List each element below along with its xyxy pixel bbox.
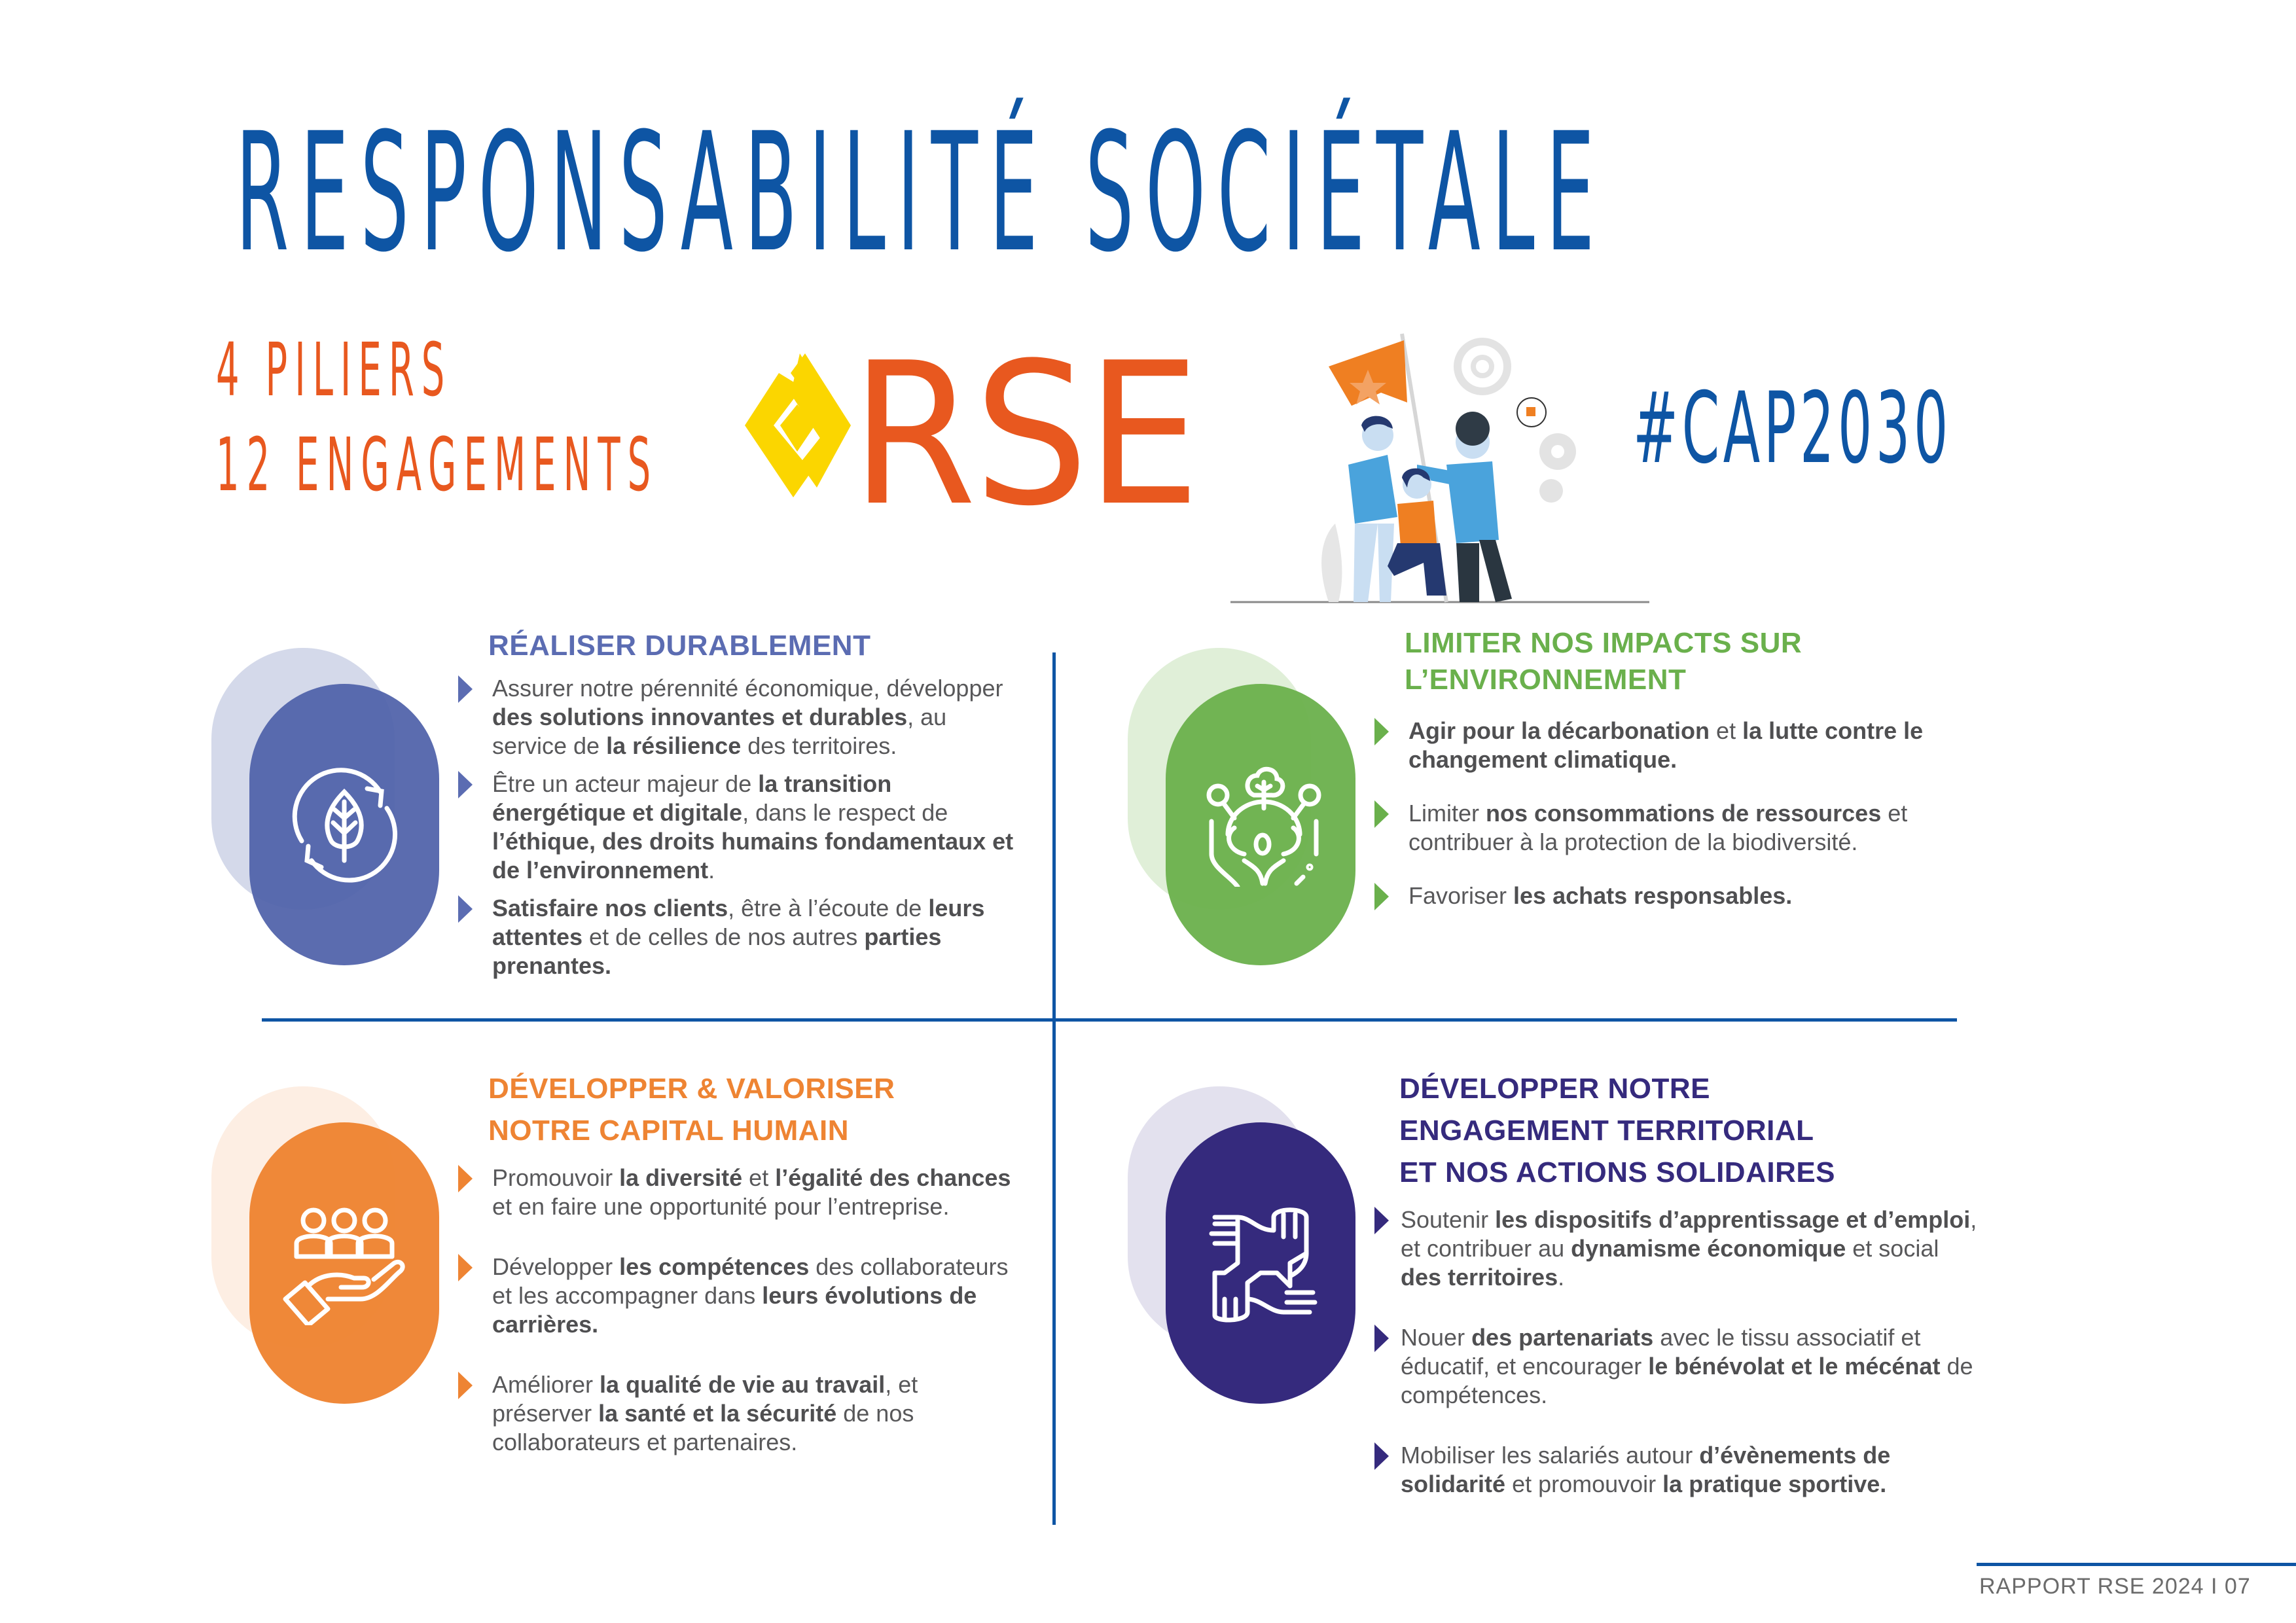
bold-text: la diversité: [619, 1164, 743, 1191]
pillar-1-heading-line: RÉALISER DURABLEMENT: [488, 630, 871, 662]
text: et de celles de nos autres: [583, 923, 865, 950]
engagement-item: [1374, 1323, 1983, 1410]
pillar-4-list: [1374, 1205, 1983, 1499]
bullet-arrow-icon: [1374, 1442, 1389, 1470]
pillar-3-heading-line: DÉVELOPPER & VALORISER: [488, 1073, 895, 1105]
pillar-4-heading-line: ET NOS ACTIONS SOLIDAIRES: [1399, 1156, 1836, 1188]
text: , et préserver: [492, 1371, 918, 1427]
text: , au service de: [492, 704, 947, 759]
pillar-2-heading-line: LIMITER NOS IMPACTS SUR: [1405, 627, 1803, 659]
horizontal-divider: [262, 1018, 1957, 1022]
bold-text: Satisfaire nos clients: [492, 895, 728, 921]
engagement-item: [1374, 1441, 1983, 1499]
subtitle-engagements: 12 ENGAGEMENTS: [216, 423, 658, 508]
text: .: [1558, 1264, 1565, 1291]
page-title: RESPONSABILITÉ SOCIÉTALE: [236, 98, 1606, 288]
pillar-3-heading: [488, 1068, 895, 1152]
engagement-item: [1374, 799, 1964, 857]
bullet-arrow-icon: [458, 1165, 473, 1192]
text: et social: [1846, 1235, 1939, 1262]
team-flag-illustration-icon: [1230, 314, 1662, 615]
text: .: [708, 857, 715, 883]
bold-text: nos consommations de ressources: [1486, 800, 1882, 827]
footer-page-label: RAPPORT RSE 2024 I 07: [1979, 1574, 2251, 1599]
pillar-4-heading-line: DÉVELOPPER NOTRE: [1399, 1073, 1710, 1105]
bullet-arrow-icon: [458, 1372, 473, 1399]
pillar-4-heading-line: ENGAGEMENT TERRITORIAL: [1399, 1115, 1814, 1147]
bold-text: l’éthique, des droits humains fondamentaux et de l’environnement: [492, 828, 1014, 883]
bold-text: dynamisme économique: [1571, 1235, 1846, 1262]
subtitle-pillars: 4 PILIERS: [216, 328, 452, 413]
bold-text: la transition énergétique et digitale: [492, 770, 892, 826]
bullet-arrow-icon: [458, 1254, 473, 1281]
engagement-item: [458, 1370, 1014, 1457]
text: Nouer: [1401, 1324, 1472, 1351]
bold-text: le bénévolat et le mécénat: [1648, 1353, 1941, 1380]
bold-text: des solutions innovantes et durables: [492, 704, 908, 730]
pillar-1-list: [458, 674, 1014, 980]
pillar-2-heading: [1405, 625, 1802, 698]
pillar-1-heading: [488, 625, 870, 667]
hands-globe-trees-icon: [1198, 762, 1323, 887]
text: et: [1710, 717, 1743, 744]
text: Soutenir: [1401, 1206, 1496, 1233]
pillar-3-badge: [211, 1086, 447, 1407]
bold-text: leurs évolutions de carrières.: [492, 1282, 977, 1338]
joined-hands-icon: [1198, 1201, 1323, 1325]
bullet-arrow-icon: [1374, 718, 1389, 745]
text: des collaborateurs et les accompagner dans: [492, 1253, 1009, 1309]
bold-text: la qualité de vie au travail: [600, 1371, 886, 1398]
bold-text: leurs attentes: [492, 895, 985, 950]
text: Promouvoir: [492, 1164, 620, 1191]
text: , être à l’écoute de: [728, 895, 929, 921]
text: Limiter: [1408, 800, 1486, 827]
pillar-4-heading: [1399, 1068, 1835, 1194]
pillar-2-badge: [1128, 648, 1363, 969]
engagement-item: [458, 1164, 1014, 1221]
text: Être un acteur majeur de: [492, 770, 759, 797]
text: Assurer notre pérennité économique, développer: [492, 675, 1003, 702]
text: Améliorer: [492, 1371, 600, 1398]
bullet-arrow-icon: [1374, 1207, 1389, 1234]
vertical-divider: [1052, 652, 1056, 1525]
text: Mobiliser les salariés autour: [1401, 1442, 1700, 1469]
text: et: [742, 1164, 776, 1191]
bold-text: Agir pour la décarbonation: [1408, 717, 1710, 744]
pillar-2-list: [1374, 717, 1964, 910]
bold-text: l’égalité des chances: [775, 1164, 1011, 1191]
bullet-arrow-icon: [458, 675, 473, 703]
pillar-3-heading-line: NOTRE CAPITAL HUMAIN: [488, 1115, 850, 1147]
pillar-4-badge: [1128, 1086, 1363, 1407]
bold-text: les achats responsables.: [1513, 882, 1793, 909]
rse-logo-text: RSE: [851, 321, 1198, 549]
engagement-item: [1374, 1205, 1983, 1292]
text: des territoires.: [741, 732, 897, 759]
text: avec le tissu associatif et éducatif, et encourager: [1401, 1324, 1921, 1380]
bold-text: parties prenantes.: [492, 923, 942, 979]
engagement-item: [1374, 882, 1964, 910]
text: Favoriser: [1408, 882, 1514, 909]
bullet-arrow-icon: [458, 771, 473, 798]
hashtag-cap2030: #CAP2030: [1633, 372, 1952, 486]
footer-rule: [1977, 1563, 2296, 1566]
bold-text: les dispositifs d’apprentissage et d’emploi: [1495, 1206, 1971, 1233]
bullet-arrow-icon: [1374, 883, 1389, 910]
bold-text: la résilience: [606, 732, 742, 759]
bold-text: des territoires: [1401, 1264, 1558, 1291]
engagement-item: [458, 1253, 1014, 1339]
pillar-3-list: [458, 1164, 1014, 1457]
text: et en faire une opportunité pour l’entreprise.: [492, 1193, 950, 1220]
bold-text: d’évènements de solidarité: [1401, 1442, 1891, 1497]
bold-text: les compétences: [619, 1253, 810, 1280]
text: Développer: [492, 1253, 620, 1280]
engagement-item: [458, 894, 1014, 980]
bold-text: la lutte contre le changement climatique.: [1408, 717, 1924, 773]
engagement-item: [1374, 717, 1964, 774]
bold-text: la santé et la sécurité: [598, 1400, 837, 1427]
text: de nos collaborateurs et partenaires.: [492, 1400, 914, 1455]
bold-text: la pratique sportive.: [1662, 1471, 1887, 1497]
bold-text: des partenariats: [1471, 1324, 1654, 1351]
text: et contribuer à la protection de la biodiversité.: [1408, 800, 1908, 855]
text: et promouvoir: [1505, 1471, 1663, 1497]
bullet-arrow-icon: [458, 895, 473, 923]
leaf-recycle-icon: [282, 762, 406, 887]
bullet-arrow-icon: [1374, 800, 1389, 828]
pillar-2-heading-line: L’ENVIRONNEMENT: [1405, 664, 1687, 696]
engagement-item: [458, 674, 1014, 760]
text: de compétences.: [1401, 1353, 1973, 1408]
engagement-item: [458, 770, 1014, 885]
text: , et contribuer au: [1401, 1206, 1977, 1262]
text: , dans le respect de: [742, 799, 948, 826]
pillar-1-badge: [211, 648, 447, 969]
bullet-arrow-icon: [1374, 1325, 1389, 1352]
people-hand-icon: [282, 1201, 406, 1325]
